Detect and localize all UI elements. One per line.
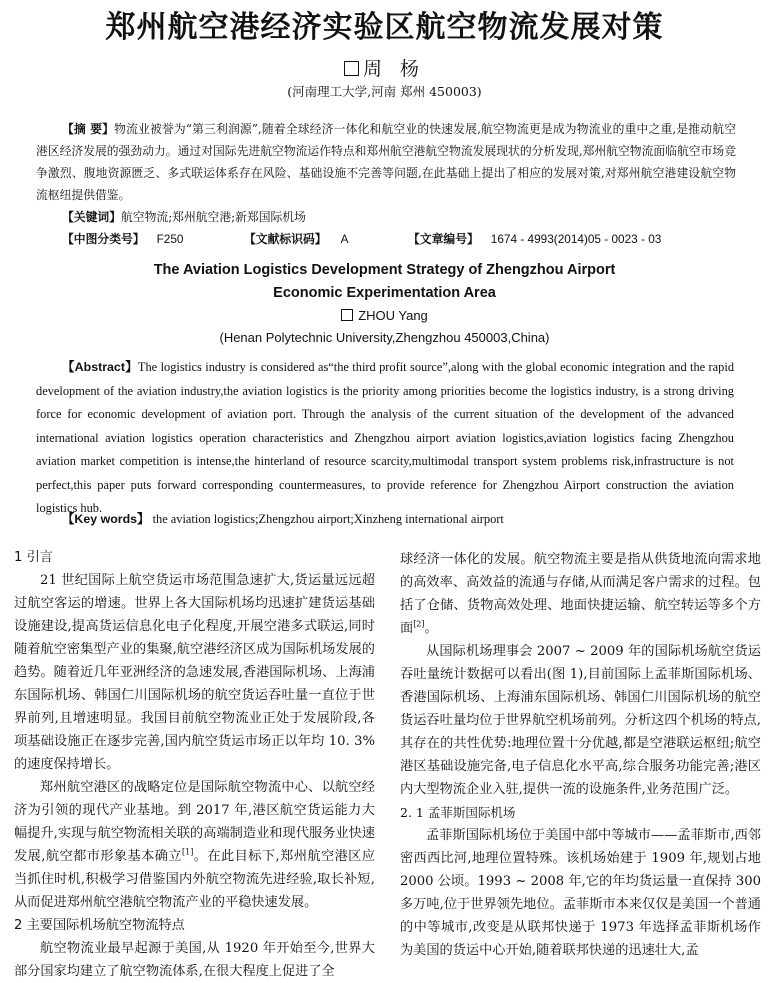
paragraph-2-part-a: 郑州航空港区的战略定位是国际航空物流中心、以航空经济为引领的现代产业基地。到 2017 年,港区航空货运能力大幅提升,实现与航空物流相关联的高端制造业和现代服务业快速发展,航空都市形象基本确立	[14, 780, 375, 864]
en-title-line1: The Aviation Logistics Development Strategy of Zhengzhou Airport	[153, 262, 616, 278]
citation-1: [1]	[182, 847, 194, 857]
paragraph-5: 孟菲斯国际机场位于美国中部中等城市——孟菲斯市,西邻密西西比河,地理位置特殊。该机场始建于 1909 年,规划占地 2000 公顷。1993 ~ 2008 年,它的年均货运量一直保持 300 多万吨,位于世界领先地位。孟菲斯市本来仅仅是美国一个普通的中等城市,改变是从联邦快递于 1973 年选择孟菲斯机场作为美国的货运中心开始,随着联邦快递的迅速壮大,孟	[400, 828, 761, 958]
article-field	[408, 228, 661, 250]
abstract-en-label: 【Abstract】	[62, 360, 138, 374]
en-title-line2: Economic Experimentation Area	[273, 285, 496, 301]
affiliation: (河南理工大学,河南 郑州 450003)	[287, 84, 482, 99]
abstract-cn-label: 【摘 要】	[62, 122, 115, 136]
body-left-column	[14, 546, 375, 983]
author-box-icon	[344, 61, 359, 76]
keywords-cn-label: 【关键词】	[62, 210, 121, 224]
keywords-en	[62, 508, 742, 530]
clc-field	[62, 228, 183, 250]
keywords-cn-text: 航空物流;郑州航空港;新郑国际机场	[121, 210, 306, 224]
author-name: 周 杨	[362, 58, 426, 80]
en-author-box-icon	[341, 309, 353, 321]
article-label: 【文章编号】	[408, 232, 479, 246]
abstract-cn	[36, 118, 736, 206]
abstract-cn-text: 物流业被誉为“第三利润源”,随着全球经济一体化和航空业的快速发展,航空物流更是成为物流业的重中之重,是推动航空港区经济发展的强劲动力。通过对国际先进航空物流运作特点和郑州航空港航空物流发展现状的分析发现,郑州航空物流面临航空市场竞争激烈、腹地资源匮乏、多式联运体系存在风险、基础设施不完善等问题,在此基础上提出了相应的发展对策,对郑州航空港建设航空物流枢纽提供借鉴。	[36, 122, 736, 202]
en-author	[0, 308, 769, 323]
en-author-name: ZHOU Yang	[358, 308, 428, 323]
doc-field	[244, 228, 348, 250]
clc-label: 【中图分类号】	[62, 232, 145, 246]
keywords-en-text: the aviation logistics;Zhengzhou airport;Xinzheng international airport	[152, 512, 504, 526]
keywords-cn	[62, 206, 742, 228]
paragraph-3: 航空物流业最早起源于美国,从 1920 年开始至今,世界大部分国家均建立了航空物流体系,在很大程度上促进了全	[14, 941, 375, 979]
paragraph-4: 从国际机场理事会 2007 ~ 2009 年的国际机场航空货运吞吐量统计数据可以看出(图 1),目前国际上孟菲斯国际机场、香港国际机场、上海浦东国际机场、韩国仁川国际机场的航空货运吞吐量均位于世界航空机场前列。分析这四个机场的特点,其存在的共性优势:地理位置十分优越,都是空港联运枢纽;航空港区基础设施完备,电子信息化水平高,综合服务功能完善;港区内大型物流企业入驻,提供一流的设施条件,业务范围广泛。	[400, 644, 761, 797]
body-right-column	[400, 548, 761, 962]
paragraph-3-cont-a: 球经济一体化的发展。航空物流主要是指从供货地流向需求地的高效率、高效益的流通与存储,从而满足客户需求的过程。包括了仓储、货物高效处理、地面快捷运输、航空转运等多个方面	[400, 552, 761, 636]
paragraph-2	[14, 776, 375, 914]
citation-2: [2]	[413, 619, 425, 629]
abstract-en-text: The logistics industry is considered as“the third profit source”,along with the global economic integration and the rapid development of the aviation industry,the aviation logistics is the priority among priorities become the logistics industry, is a strong driving force for economic development of aviation port. Through the analysis of the current situation of the development of the advanced international aviation logistics operation characteristics and Zhengzhou airport aviation logistics,aviation logistics facing Zhengzhou aviation market competition is intense,the hinterland of resource scarcity,multimodal transport system problems risk,infrastructure is not perfect,this paper puts forward corresponding countermeasures, to provide reference for Zhengzhou Airport construction the aviation logistics hub.	[36, 360, 735, 515]
en-affiliation: (Henan Polytechnic University,Zhengzhou 450003,China)	[219, 330, 550, 345]
section-2-heading: 2 主要国际机场航空物流特点	[14, 918, 185, 933]
clc-value: F250	[156, 232, 184, 246]
author	[0, 54, 769, 81]
section-1-heading: 1 引言	[14, 550, 53, 565]
article-value: 1674 - 4993(2014)05 - 0023 - 03	[490, 232, 662, 246]
paragraph-2-part-b: 。在此目标下,郑州航空港区应当抓住时机,积极学习借鉴国内外航空物流先进经验,取长补短,从而促进郑州航空港航空物流产业的平稳快速发展。	[14, 849, 375, 910]
paragraph-3-continued	[400, 548, 761, 640]
doc-value: A	[340, 232, 349, 246]
paragraph-1: 21 世纪国际上航空货运市场范围急速扩大,货运量远远超过航空客运的增速。世界上各大国际机场均迅速扩建货运基础设施建设,提高货运信息化电子化程度,开展空港多式联运,同时随着航空密集型产业的集聚,航空港经济区成为国际机场发展的趋势。随着近几年亚洲经济的急速发展,香港国际机场、上海浦东国际机场、韩国仁川国际机场的航空货运吞吐量一直位于世界前列,且增速明显。我国目前航空物流业正处于发展阶段,各项基础设施正在逐步完善,国内航空货运市场正以年均 10. 3% 的速度保持增长。	[14, 573, 375, 772]
subsection-2-1-heading: 2. 1 孟菲斯国际机场	[400, 805, 516, 820]
abstract-en	[36, 356, 734, 521]
paragraph-3-cont-b: 。	[424, 621, 438, 636]
keywords-en-label: 【Key words】	[62, 512, 150, 526]
doc-label: 【文献标识码】	[244, 232, 327, 246]
paper-title: 郑州航空港经济实验区航空物流发展对策	[105, 10, 664, 45]
